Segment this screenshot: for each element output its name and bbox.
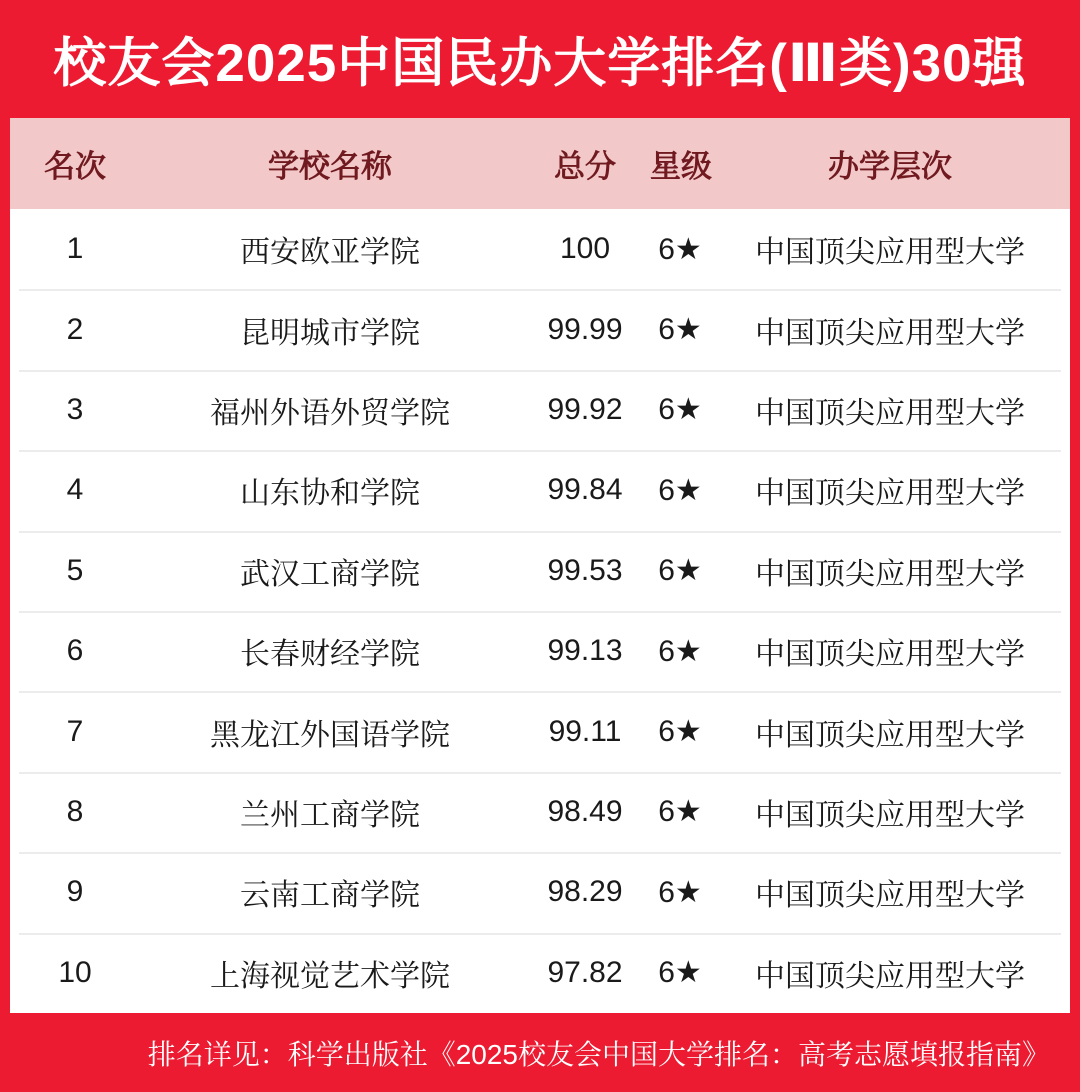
table-row	[10, 370, 1070, 450]
cell-score: 98.29	[547, 875, 623, 909]
cell-school-name: 兰州工商学院	[240, 798, 420, 832]
cell-score: 100	[559, 232, 611, 266]
cell-level: 中国顶尖应用型大学	[755, 557, 1025, 591]
cell-rank: 8	[66, 794, 84, 828]
footer-note: 排名详见：科学出版社《2025校友会中国大学排名：高考志愿填报指南》	[147, 1038, 1050, 1070]
cell-star-rating: 6★	[658, 715, 702, 749]
cell-star-rating: 6★	[658, 634, 702, 668]
column-header-star: 星级	[650, 149, 712, 184]
cell-rank: 6	[66, 634, 84, 668]
cell-rank: 1	[66, 232, 84, 266]
table-row	[10, 611, 1070, 691]
cell-level: 中国顶尖应用型大学	[755, 638, 1025, 672]
cell-rank: 5	[66, 553, 84, 587]
cell-school-name: 云南工商学院	[240, 879, 420, 913]
cell-school-name: 福州外语外贸学院	[210, 396, 450, 430]
table-row	[10, 531, 1070, 611]
table-row	[10, 450, 1070, 530]
cell-score: 99.53	[547, 553, 623, 587]
column-header-rank: 名次	[44, 149, 106, 184]
cell-level: 中国顶尖应用型大学	[755, 959, 1025, 993]
table-row	[10, 933, 1070, 1013]
cell-star-rating: 6★	[658, 956, 702, 990]
cell-rank: 4	[66, 473, 84, 507]
cell-rank: 9	[66, 875, 84, 909]
cell-school-name: 昆明城市学院	[240, 316, 420, 350]
cell-star-rating: 6★	[658, 232, 702, 266]
cell-star-rating: 6★	[658, 393, 702, 427]
title-banner	[0, 0, 1080, 118]
cell-rank: 2	[66, 312, 84, 346]
page-title: 校友会2025中国民办大学排名(Ⅲ类)30强	[53, 34, 1027, 93]
cell-score: 98.49	[547, 794, 623, 828]
table-row	[10, 772, 1070, 852]
cell-score: 99.99	[547, 312, 623, 346]
table-header-row	[10, 118, 1070, 209]
cell-level: 中国顶尖应用型大学	[755, 316, 1025, 350]
cell-star-rating: 6★	[658, 554, 702, 588]
cell-star-rating: 6★	[658, 875, 702, 909]
cell-school-name: 武汉工商学院	[240, 557, 420, 591]
cell-level: 中国顶尖应用型大学	[755, 396, 1025, 430]
cell-score: 99.84	[547, 473, 623, 507]
cell-school-name: 山东协和学院	[240, 477, 420, 511]
cell-star-rating: 6★	[658, 313, 702, 347]
cell-school-name: 长春财经学院	[240, 638, 420, 672]
footer-band	[0, 1013, 1080, 1092]
cell-school-name: 黑龙江外国语学院	[210, 718, 450, 752]
ranking-table	[10, 118, 1070, 1013]
cell-level: 中国顶尖应用型大学	[755, 798, 1025, 832]
cell-score: 99.13	[547, 634, 623, 668]
cell-level: 中国顶尖应用型大学	[755, 236, 1025, 270]
cell-school-name: 上海视觉艺术学院	[210, 959, 450, 993]
cell-star-rating: 6★	[658, 795, 702, 829]
column-header-level: 办学层次	[828, 149, 952, 184]
column-header-school: 学校名称	[268, 149, 392, 184]
table-row	[10, 852, 1070, 932]
cell-rank: 10	[58, 955, 92, 989]
cell-level: 中国顶尖应用型大学	[755, 879, 1025, 913]
cell-score: 99.92	[547, 392, 623, 426]
cell-score: 99.11	[548, 714, 622, 748]
table-row	[10, 289, 1070, 369]
table-row	[10, 691, 1070, 771]
column-header-score: 总分	[554, 149, 616, 184]
cell-level: 中国顶尖应用型大学	[755, 477, 1025, 511]
cell-star-rating: 6★	[658, 473, 702, 507]
table-row	[10, 209, 1070, 289]
cell-rank: 7	[66, 714, 84, 748]
cell-level: 中国顶尖应用型大学	[755, 718, 1025, 752]
cell-score: 97.82	[547, 955, 623, 989]
table-body	[10, 209, 1070, 1013]
cell-rank: 3	[66, 392, 84, 426]
cell-school-name: 西安欧亚学院	[240, 236, 420, 270]
